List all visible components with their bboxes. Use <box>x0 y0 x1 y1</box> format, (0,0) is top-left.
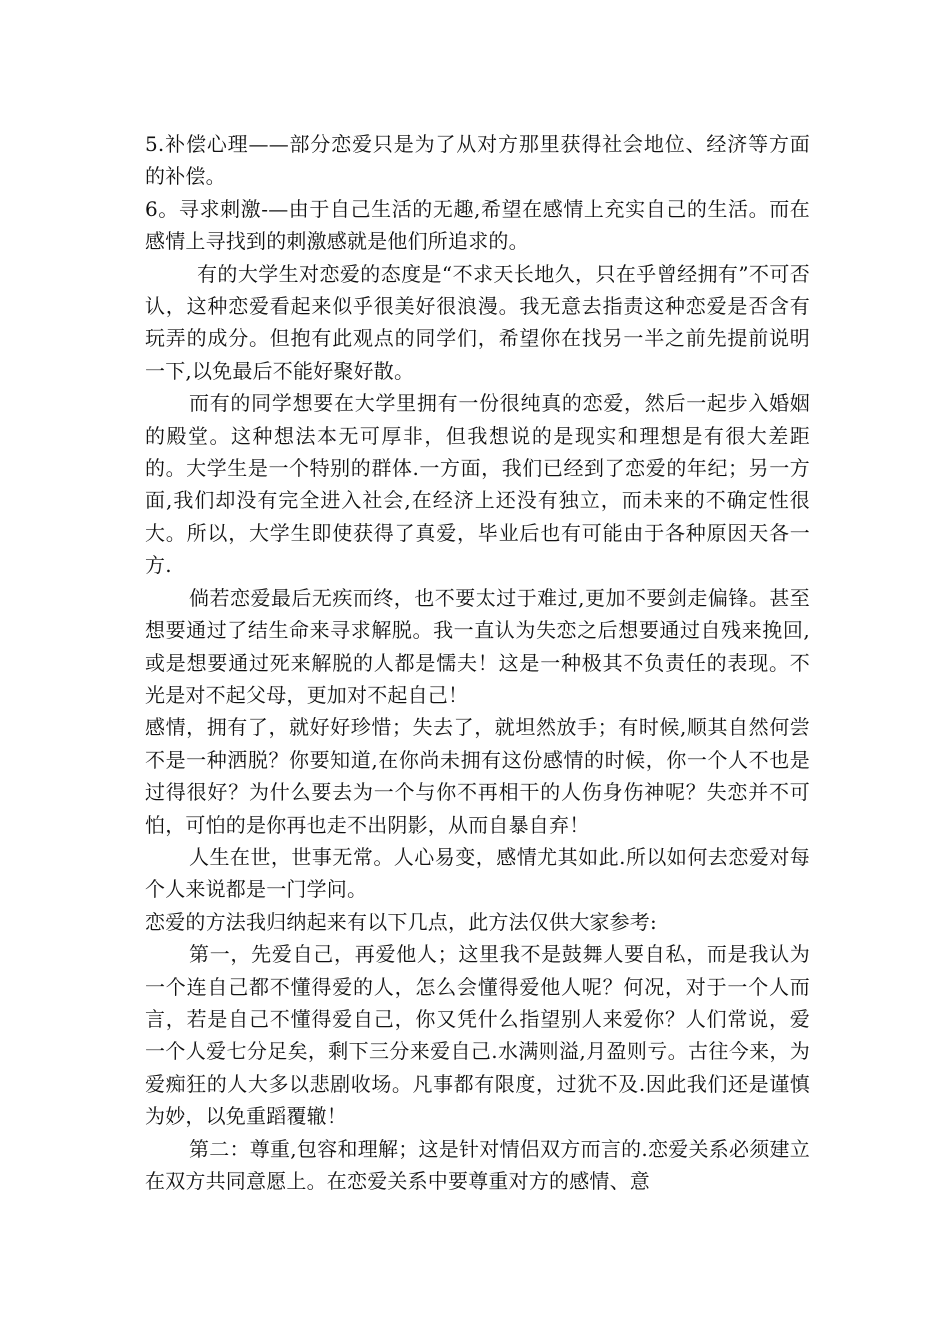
paragraph-method-two: 第二：尊重,包容和理解；这是针对情侣双方而言的.恋爱关系必须建立在双方共同意愿上。在恋爱关系中要尊重对方的感情、意 <box>145 1136 810 1193</box>
paragraph-method-one: 第一，先爱自己，再爱他人；这里我不是鼓舞人要自私，而是我认为一个连自己都不懂得爱的人，怎么会懂得爱他人呢？何况，对于一个人而言，若是自己不懂得爱自己，你又凭什么指望别人来爱你？人们常说，爱一个人爱七分足矣，剩下三分来爱自己.水满则溢,月盈则亏。古往今来，为爱痴狂的人大多以悲剧收场。凡事都有限度，过犹不及.因此我们还是谨慎为妙，以免重蹈覆辙！ <box>145 942 810 1129</box>
paragraph-attitude: 有的大学生对恋爱的态度是“不求天长地久，只在乎曾经拥有”不可否认，这种恋爱看起来似乎很美好很浪漫。我无意去指责这种恋爱是否含有玩弄的成分。但抱有此观点的同学们，希望你在找另一半之前先提前说明一下,以免最后不能好聚好散。 <box>145 261 810 383</box>
paragraph-methods-intro: 恋爱的方法我归纳起来有以下几点，此方法仅供大家参考: <box>145 909 657 934</box>
paragraph-seeking-excitement: 6。寻求刺激-—由于自己生活的无趣,希望在感情上充实自己的生活。而在感情上寻找到的刺激感就是他们所追求的。 <box>145 196 810 254</box>
paragraph-compensation: 5.补偿心理——部分恋爱只是为了从对方那里获得社会地位、经济等方面的补偿。 <box>145 132 810 189</box>
paragraph-breakup: 倘若恋爱最后无疾而终，也不要太过于难过,更加不要剑走偏锋。甚至想要通过了结生命来寻求解脱。我一直认为失恋之后想要通过自残来挽回,或是想要通过死来解脱的人都是懦夫！这是一种极其不负责任的表现。不光是对不起父母，更加对不起自己！ <box>145 585 810 707</box>
paragraph-life: 人生在世，世事无常。人心易变，感情尤其如此.所以如何去恋爱对每个人来说都是一门学问。 <box>145 844 810 902</box>
document-body <box>145 128 810 1197</box>
paragraph-pure-love: 而有的同学想要在大学里拥有一份很纯真的恋爱，然后一起步入婚姻的殿堂。这种想法本无可厚非，但我想说的是现实和理想是有很大差距的。大学生是一个特别的群体.一方面，我们已经到了恋爱的年纪；另一方面,我们却没有完全进入社会,在经济上还没有独立，而未来的不确定性很大。所以，大学生即使获得了真爱，毕业后也有可能由于各种原因天各一方. <box>145 391 810 578</box>
paragraph-cherish: 感情，拥有了，就好好珍惜；失去了，就坦然放手；有时候,顺其自然何尝不是一种洒脱？你要知道,在你尚未拥有这份感情的时候，你一个人不也是过得很好？为什么要去为一个与你不再相干的人伤身伤神呢？失恋并不可怕，可怕的是你再也走不出阴影，从而自暴自弃！ <box>145 715 810 837</box>
